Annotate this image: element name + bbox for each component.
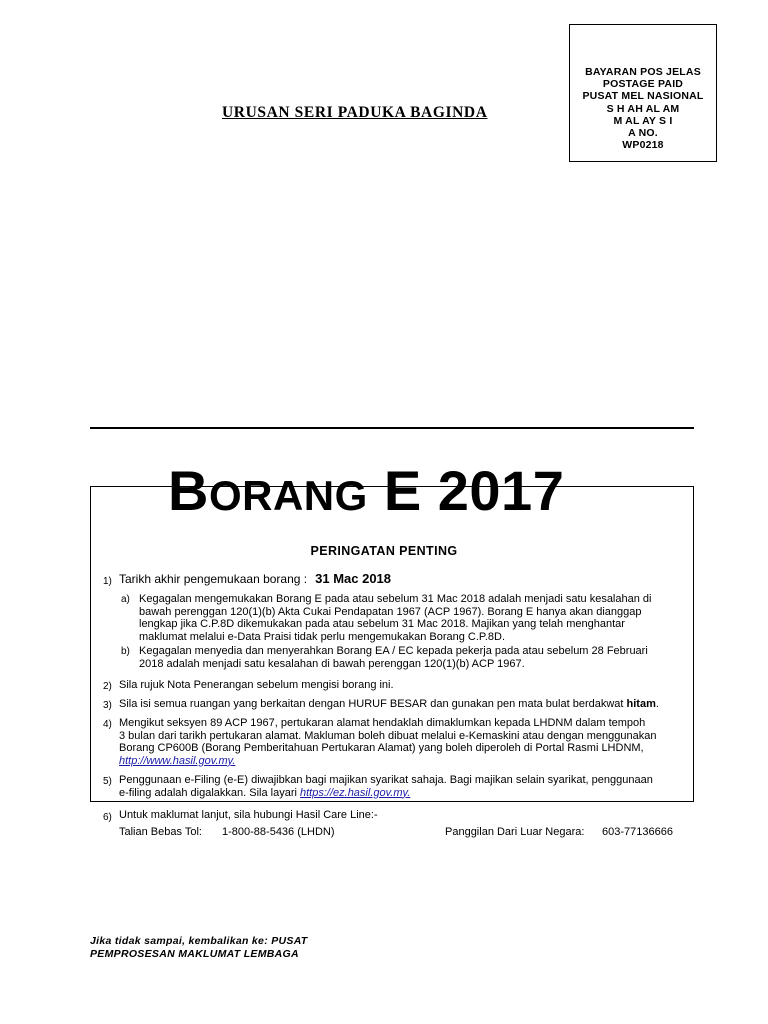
urusan-heading: URUSAN SERI PADUKA BAGINDA: [222, 104, 488, 121]
postage-line-1: BAYARAN POS JELAS: [585, 66, 701, 78]
item-6-number: 6): [103, 812, 112, 823]
item-4-line-3: Borang CP600B (Borang Pemberitahuan Pertukaran Alamat) yang boleh diperoleh di Portal Rasmi LHDNM,: [119, 742, 644, 755]
item-4-line-4: [119, 755, 689, 768]
title-initial: B: [168, 459, 209, 522]
item-4-line-2: 3 bulan dari tarikh pertukaran alamat. Makluman boleh dibuat melalui e-Kemaskini atau dengan menggunakan: [119, 729, 657, 742]
item-1a-line-3: lengkap jika C.P.8D dikemukakan pada atau sebelum 31 Mac 2018. Majikan yang telah menghantar: [139, 618, 625, 631]
return-address: [90, 935, 308, 960]
item-1-deadline-row: [119, 573, 391, 586]
overseas-number: 603-77136666: [602, 826, 673, 838]
postage-paid-box: [569, 24, 717, 162]
postage-line-4: S H AH AL AM: [606, 102, 680, 115]
postage-line-3: PUSAT MEL NASIONAL: [582, 90, 704, 103]
item-5-text: [119, 774, 689, 799]
return-line-1: Jika tidak sampai, kembalikan ke: PUSAT: [90, 935, 308, 947]
item-4-number: 4): [103, 719, 112, 730]
title-smallcaps: ORANG: [208, 472, 368, 519]
item-4-text: [119, 717, 689, 767]
item-1a-text: [139, 593, 689, 643]
deadline-label: Tarikh akhir pengemukaan borang :: [119, 572, 308, 586]
tollfree-number: 1-800-88-5436 (LHDN): [222, 826, 335, 838]
item-3-bold: hitam: [626, 698, 656, 710]
item-1b-number: b): [121, 646, 130, 657]
item-1-number: 1): [103, 576, 112, 587]
item-4-line-1: Mengikut seksyen 89 ACP 1967, pertukaran alamat hendaklah dimaklumkan kepada LHDNM dalam tempoh: [119, 717, 646, 729]
tollfree-label: Talian Bebas Tol:: [119, 826, 202, 838]
item-5-line-2: [119, 787, 689, 800]
postage-text: [570, 66, 716, 151]
item-2-text: Sila rujuk Nota Penerangan sebelum mengisi borang ini.: [119, 679, 394, 691]
item-5-line-1: Penggunaan e-Filing (e-E) diwajibkan bagi majikan syarikat sahaja. Bagi majikan selain syarikat, penggunaan: [119, 774, 653, 786]
item-1b-line-1: Kegagalan menyedia dan menyerahkan Borang EA / EC kepada pekerja pada atau sebelum 28 Februari: [139, 645, 648, 657]
item-1a-line-2: bawah perenggan 120(1)(b) Akta Cukai Pendapatan 1967 (ACP 1967). Borang E hanya akan dianggap: [139, 605, 642, 618]
item-1b-text: [139, 645, 689, 670]
item-1a-number: a): [121, 594, 130, 605]
overseas-label: Panggilan Dari Luar Negara:: [445, 826, 585, 838]
item-3-text: [119, 698, 659, 711]
item-2-number: 2): [103, 681, 112, 692]
portal-link[interactable]: http://www.hasil.gov.my.: [119, 754, 236, 767]
postage-line-2: POSTAGE PAID: [602, 78, 684, 91]
postage-line-7: WP0218: [622, 139, 664, 152]
item-3-text-after: .: [655, 698, 659, 710]
item-5-number: 5): [103, 776, 112, 787]
notice-heading: PERINGATAN PENTING: [310, 544, 458, 558]
postage-line-6: A NO.: [628, 127, 658, 140]
item-3-text-before: Sila isi semua ruangan yang berkaitan dengan HURUF BESAR dan gunakan pen mata bulat berdakwat: [119, 698, 627, 710]
item-5-line-2-text: e-filing adalah digalakkan. Sila layari: [119, 786, 300, 799]
item-1a-line-4: maklumat melalui e-Data Praisi tidak perlu mengemukakan Borang C.P.8D.: [139, 630, 506, 643]
item-1b-line-2: 2018 adalah menjadi satu kesalahan di bawah perenggan 120(1)(b) ACP 1967.: [139, 657, 525, 670]
item-6-text: Untuk maklumat lanjut, sila hubungi Hasil Care Line:-: [119, 809, 378, 821]
horizontal-divider: [90, 427, 694, 429]
item-1a-line-1: Kegagalan mengemukakan Borang E pada atau sebelum 31 Mac 2018 adalah menjadi satu kesalahan di: [139, 593, 652, 605]
item-3-number: 3): [103, 700, 112, 711]
title-rest: E 2017: [367, 459, 565, 522]
deadline-date: 31 Mac 2018: [315, 571, 392, 586]
return-line-2: PEMPROSESAN MAKLUMAT LEMBAGA: [90, 947, 299, 960]
postage-line-5: M AL AY S I: [613, 114, 673, 127]
ez-hasil-link[interactable]: https://ez.hasil.gov.my.: [300, 786, 411, 799]
